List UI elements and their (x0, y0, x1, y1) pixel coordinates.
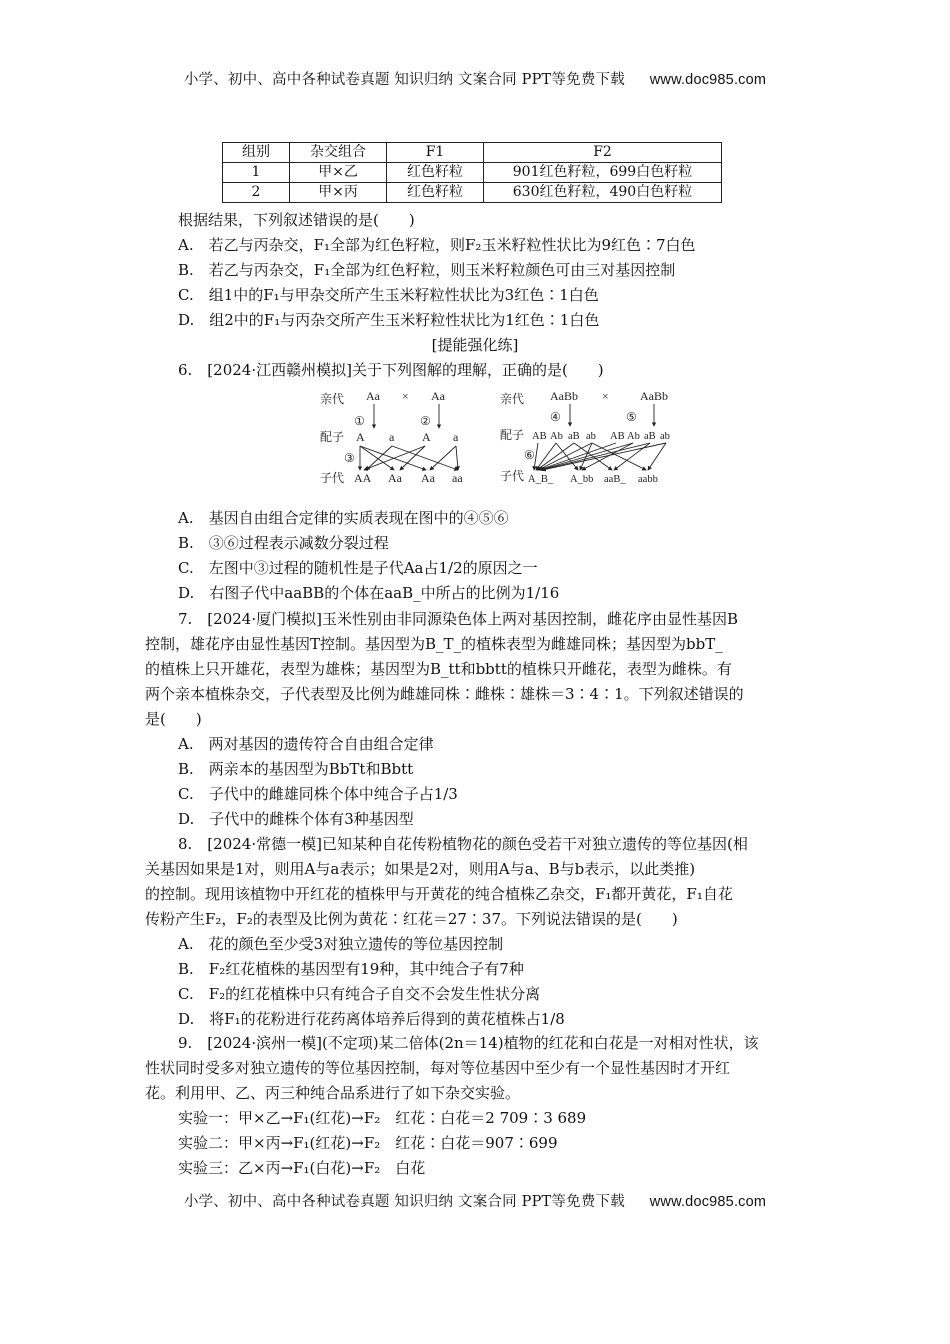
right-gamete: Ab (550, 431, 563, 442)
step-1: ① (354, 414, 365, 428)
table-cell: 红色籽粒 (387, 163, 484, 183)
q9-experiment: 实验一：甲×乙→F₁(红花)→F₂ 红花∶白花＝2 709∶3 689 (178, 1109, 587, 1127)
q7-option-d: D. 子代中的雌株个体有3种基因型 (178, 810, 414, 828)
left-offspring-label: 子代 (320, 471, 345, 485)
right-offspring: A_B_ (528, 474, 554, 485)
right-gamete: ab (660, 431, 670, 442)
step-2: ② (420, 414, 431, 428)
right-gamete: Ab (627, 431, 640, 442)
q8-stem-line: 8. [2024·常德一模]已知某种自花传粉植物花的颜色受若干对独立遗传的等位基因(相 (178, 835, 748, 853)
left-offspring: Aa (421, 471, 435, 485)
q9-stem-line: 花。利用甲、乙、丙三种纯合品系进行了如下杂交实验。 (145, 1084, 521, 1102)
q9-experiment: 实验二：甲×丙→F₁(红花)→F₂ 红花∶白花＝907∶699 (178, 1134, 558, 1152)
header-text: 小学、初中、高中各种试卷真题 知识归纳 文案合同 PPT等免费下载 (183, 72, 625, 88)
left-cross: × (402, 389, 409, 403)
left-parent2: Aa (431, 389, 445, 403)
left-offspring: aa (452, 471, 463, 485)
right-offspring-label: 子代 (500, 469, 525, 483)
q7-stem-line: 7. [2024·厦门模拟]玉米性别由非同源染色体上两对基因控制，雌花序由显性基因B (178, 610, 738, 628)
right-offspring: aaB_ (604, 474, 626, 485)
left-offspring: AA (354, 471, 372, 485)
gene-diagram (318, 386, 678, 492)
q7-stem-line: 的植株上只开雄花，表型为雄株；基因型为B_tt和bbtt的植株只开雌花，表型为雌株。有 (145, 660, 732, 678)
q5-option-c: C. 组1中的F₁与甲杂交所产生玉米籽粒性状比为3红色∶1白色 (178, 286, 599, 304)
q8-stem-line: 关基因如果是1对，则用A与a表示；如果是2对，则用A与a、B与b表示，以此类推) (145, 860, 696, 878)
footer-url[interactable]: www.doc985.com (649, 1194, 767, 1210)
left-parent1: Aa (366, 389, 380, 403)
right-gamete: aB (568, 431, 580, 442)
left-parent-label: 亲代 (320, 392, 345, 406)
right-offspring: A_bb (570, 474, 594, 485)
table-cell: 901红色籽粒，699白色籽粒 (484, 163, 722, 183)
q8-stem-line: 的控制。现用该植物中开红花的植株甲与开黄花的纯合植株乙杂交，F₁都开黄花，F₁自花 (145, 885, 733, 903)
table-header-cell: F1 (387, 143, 484, 163)
left-offspring: Aa (388, 471, 402, 485)
q8-option-d: D. 将F₁的花粉进行花药离体培养后得到的黄花植株占1/8 (178, 1010, 565, 1028)
q8-option-c: C. F₂的红花植株中只有纯合子自交不会发生性状分离 (178, 985, 541, 1003)
q9-stem-line: 性状同时受多对独立遗传的等位基因控制，每对等位基因中至少有一个显性基因时才开红 (145, 1059, 731, 1077)
table-cell: 甲×乙 (290, 163, 387, 183)
q8-option-b: B. F₂红花植株的基因型有19种，其中纯合子有7种 (178, 960, 524, 978)
left-gamete: A (422, 430, 431, 444)
right-gamete: aB (644, 431, 656, 442)
table-cell: 1 (223, 163, 290, 183)
table-header-cell: F2 (484, 143, 722, 163)
table-cell: 2 (223, 183, 290, 203)
q7-stem-line: 两个亲本植株杂交，子代表型及比例为雌雄同株∶雌株∶雄株＝3∶4∶1。下列叙述错误的 (145, 685, 744, 703)
q5-option-b: B. 若乙与丙杂交，F₁全部为红色籽粒，则玉米籽粒颜色可由三对基因控制 (178, 261, 676, 279)
right-gamete-label: 配子 (500, 428, 525, 442)
page-header (0, 68, 950, 89)
right-parent-label: 亲代 (500, 392, 525, 406)
left-gamete-label: 配子 (320, 430, 345, 444)
right-gamete: AB (532, 431, 547, 442)
q9-stem-line: 9. [2024·滨州一模](不定项)某二倍体(2n＝14)植物的红花和白花是一对相对性状，该 (178, 1034, 759, 1052)
q5-option-a: A. 若乙与丙杂交，F₁全部为红色籽粒，则F₂玉米籽粒性状比为9红色∶7白色 (178, 236, 696, 254)
table-cell: 甲×丙 (290, 183, 387, 203)
header-url[interactable]: www.doc985.com (649, 72, 767, 88)
q7-stem-line: 是( ) (145, 710, 202, 728)
q6-option-b: B. ③⑥过程表示减数分裂过程 (178, 534, 389, 552)
q7-option-b: B. 两亲本的基因型为BbTt和Bbtt (178, 760, 414, 778)
q7-stem-line: 控制，雄花序由显性基因T控制。基因型为B_T_的植株表型为雌雄同株；基因型为bbT_ (145, 635, 723, 653)
step-3: ③ (344, 451, 355, 465)
right-parent2: AaBb (640, 389, 668, 403)
q5-option-d: D. 组2中的F₁与丙杂交所产生玉米籽粒性状比为1红色∶1白色 (178, 311, 600, 329)
right-gamete: AB (610, 431, 625, 442)
q6-option-c: C. 左图中③过程的随机性是子代Aa占1/2的原因之一 (178, 559, 538, 577)
q8-stem-line: 传粉产生F₂，F₂的表型及比例为黄花∶红花＝27∶37。下列说法错误的是( ) (145, 910, 678, 928)
step-5: ⑤ (626, 410, 637, 424)
left-gamete: a (389, 430, 395, 444)
left-gamete: A (356, 430, 365, 444)
section-title: [提能强化练] (431, 336, 519, 354)
table-cell: 630红色籽粒，490白色籽粒 (484, 183, 722, 203)
table-header-cell: 杂交组合 (290, 143, 387, 163)
right-gamete: ab (586, 431, 596, 442)
cross-result-table (222, 142, 722, 203)
table-header-cell: 组别 (223, 143, 290, 163)
right-offspring: aabb (638, 474, 658, 485)
right-parent1: AaBb (550, 389, 578, 403)
q6-option-a: A. 基因自由组合定律的实质表现在图中的④⑤⑥ (178, 509, 509, 527)
q7-option-c: C. 子代中的雌雄同株个体中纯合子占1/3 (178, 785, 458, 803)
q5-stem: 根据结果，下列叙述错误的是( ) (178, 211, 415, 229)
q8-option-a: A. 花的颜色至少受3对独立遗传的等位基因控制 (178, 935, 504, 953)
footer-text: 小学、初中、高中各种试卷真题 知识归纳 文案合同 PPT等免费下载 (183, 1194, 625, 1210)
q6-option-d: D. 右图子代中aaBB的个体在aaB_中所占的比例为1/16 (178, 584, 560, 602)
table-row (223, 183, 722, 203)
q6-stem: 6. [2024·江西赣州模拟]关于下列图解的理解，正确的是( ) (178, 361, 604, 379)
q9-experiment: 实验三：乙×丙→F₁(白花)→F₂ 白花 (178, 1159, 426, 1177)
table-cell: 红色籽粒 (387, 183, 484, 203)
left-gamete: a (453, 430, 459, 444)
table-row (223, 163, 722, 183)
q7-option-a: A. 两对基因的遗传符合自由组合定律 (178, 735, 434, 753)
step-4: ④ (550, 410, 561, 424)
table-header-row (223, 143, 722, 163)
step-6: ⑥ (524, 448, 535, 462)
right-cross: × (602, 389, 609, 403)
page-footer (0, 1190, 950, 1211)
